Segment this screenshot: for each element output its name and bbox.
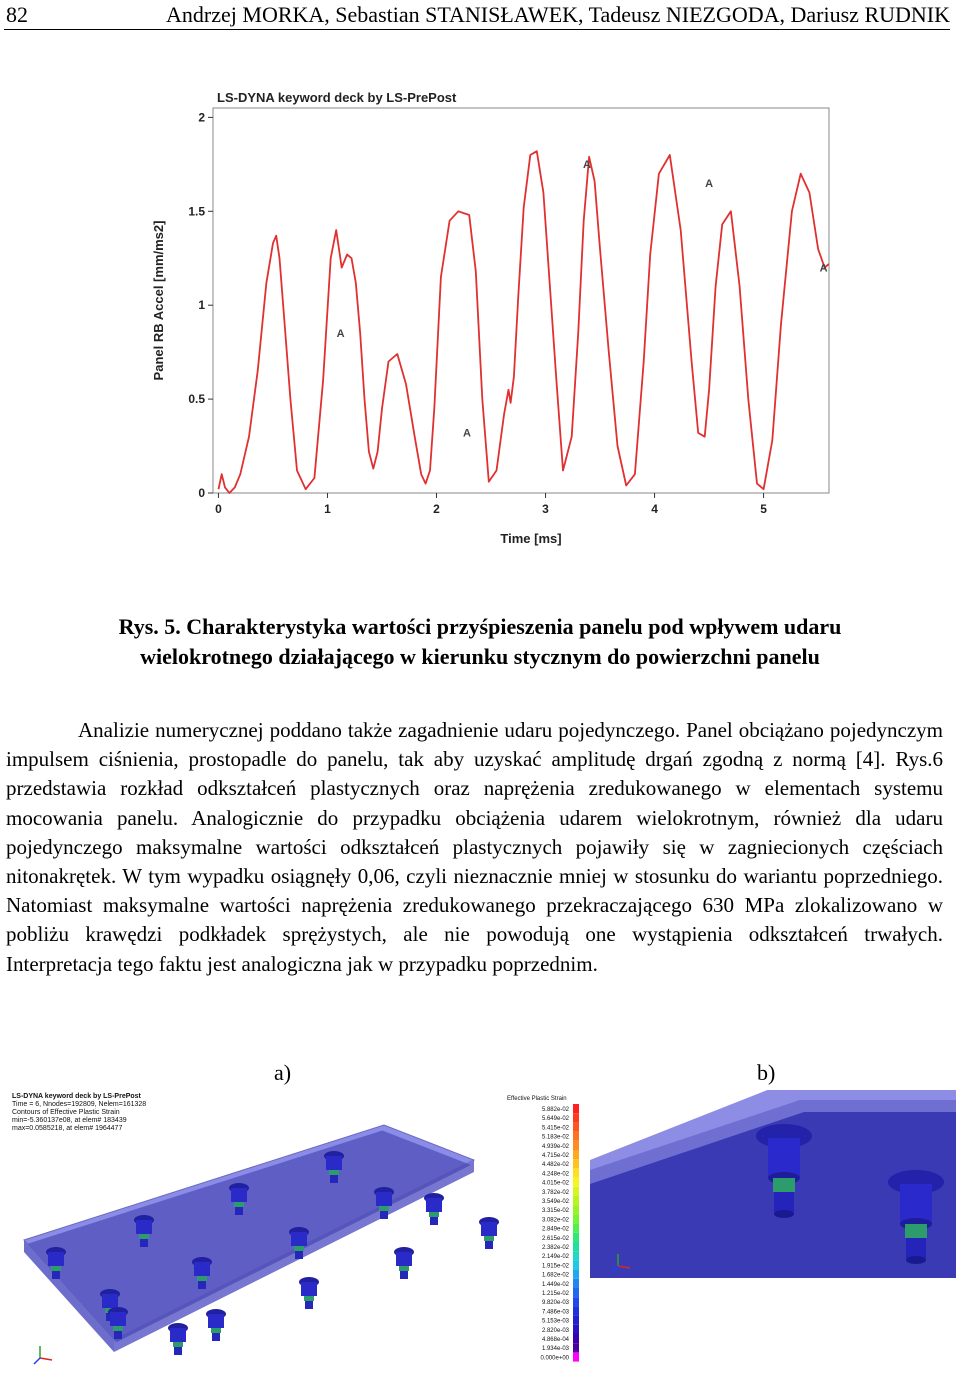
- y-tick-label: 0: [198, 486, 205, 500]
- y-tick-label: 1: [198, 298, 205, 313]
- series-line: [219, 151, 830, 493]
- legend-swatch: [573, 1159, 579, 1168]
- rivet-nut: [168, 1323, 188, 1355]
- page-number: 82: [6, 2, 28, 27]
- legend-value: 2.615e-02: [541, 1235, 569, 1242]
- body-paragraph: Analizie numerycznej poddano także zagadnienie udaru pojedynczego. Panel obciążano pojedynczym impulsem ciśnienia, prostopadle do panelu, tak aby uzyskać amplitudę drgań zgodną z normą [4]. Rys.6 przedstawia rozkład odkształceń plastycznych oraz naprężenia zredukowanego w elementach systemu mocowania panelu. Analogicznie do przypadku obciążenia udarem wielokrotnym, również dla udaru pojedynczego maksymalne wartości odkształceń plastycznych pojawiły się w zagniecionych częściach nitonakrętek. W tym wypadku osiągnęły 0,06, czyli nieznacznie mniej w stosunku do wariantu poprzedniego. Natomiast maksymalne wartości naprężenia zredukowanego przekraczającego 630 MPa zlokalizowano w pobliżu krawędzi podkładek sprężystych, ale nie powodują one wystąpienia odkształceń trwałych. Interpretacja tego faktu jest analogiczna jak w przypadku poprzednim.: [6, 718, 943, 976]
- legend-value: 3.549e-02: [541, 1199, 569, 1205]
- legend-swatch: [573, 1196, 579, 1205]
- legend-value: 1.934e-03: [541, 1346, 569, 1353]
- figure-5-caption: [0, 612, 960, 672]
- legend-swatch: [573, 1270, 579, 1279]
- legend-value: 2.382e-02: [541, 1245, 569, 1251]
- legend-swatch: [573, 1122, 579, 1131]
- legend-value: 5.882e-02: [541, 1107, 569, 1113]
- running-header: [4, 0, 950, 30]
- panel-a-title: LS-DYNA keyword deck by LS-PrePost: [12, 1093, 141, 1100]
- rivet-nut: [424, 1193, 444, 1225]
- plastic-strain-zoom-panel-b: [590, 1090, 956, 1278]
- legend-swatch: [573, 1214, 579, 1223]
- legend-swatch: [573, 1113, 579, 1122]
- legend-value: 1.449e-02: [541, 1281, 569, 1288]
- legend-value: 4.482e-02: [541, 1162, 569, 1169]
- legend-value: 7.486e-03: [541, 1309, 569, 1316]
- legend-value: 4.015e-02: [541, 1180, 569, 1187]
- legend-value: 3.315e-02: [541, 1208, 569, 1215]
- legend-value: 2.149e-02: [541, 1254, 569, 1261]
- subfigure-label-b: b): [757, 1060, 776, 1085]
- panel-a-info-3: min=-5.360137e08, at elem# 183439: [12, 1117, 127, 1124]
- legend-swatch: [573, 1141, 579, 1150]
- panel-a-info-4: max=0.0585218, at elem# 1964477: [12, 1125, 123, 1132]
- legend-value: 4.715e-02: [541, 1153, 569, 1159]
- x-tick-label: 3: [542, 502, 549, 516]
- chart-title: LS-DYNA keyword deck by LS-PrePost: [217, 90, 457, 105]
- legend-value: 5.153e-03: [541, 1318, 569, 1325]
- acceleration-line-chart: [145, 80, 845, 560]
- legend-swatch: [573, 1288, 579, 1297]
- legend-value: 4.868e-04: [541, 1337, 569, 1343]
- legend-value: 5.415e-02: [541, 1125, 569, 1132]
- legend-swatch: [573, 1316, 579, 1325]
- color-legend: [540, 1104, 579, 1362]
- legend-swatch: [573, 1150, 579, 1159]
- legend-value: 1.682e-02: [541, 1272, 569, 1279]
- legend-swatch: [573, 1104, 579, 1113]
- legend-swatch: [573, 1205, 579, 1214]
- axis-triad-a: [34, 1346, 52, 1364]
- x-tick-label: 2: [433, 502, 440, 516]
- caption-line-2: wielokrotnego działającego w kierunku stycznym do powierzchni panelu: [140, 644, 820, 669]
- legend-swatch: [573, 1297, 579, 1306]
- caption-line-1: Rys. 5. Charakterystyka wartości przyśpieszenia panelu pod wpływem udaru: [118, 614, 842, 639]
- legend-swatch: [573, 1251, 579, 1260]
- legend-swatch: [573, 1260, 579, 1269]
- legend-value: 5.183e-02: [541, 1134, 569, 1141]
- x-tick-label: 4: [651, 502, 658, 516]
- running-head-authors: Andrzej MORKA, Sebastian STANISŁAWEK, Tadeusz NIEZGODA, Dariusz RUDNIK: [166, 2, 950, 27]
- legend-swatch: [573, 1352, 579, 1361]
- legend-swatch: [573, 1178, 579, 1187]
- x-axis-label: Time [ms]: [500, 531, 562, 546]
- legend-swatch: [573, 1233, 579, 1242]
- series-marker-label: A: [582, 159, 591, 172]
- legend-value: 4.248e-02: [541, 1171, 569, 1178]
- legend-value: 3.782e-02: [541, 1189, 569, 1196]
- plastic-strain-contour-panel-a: [4, 1090, 580, 1370]
- legend-value: 1.915e-02: [541, 1263, 569, 1270]
- subfigure-label-a: a): [274, 1060, 292, 1085]
- legend-value: 1.215e-02: [541, 1291, 569, 1297]
- legend-swatch: [573, 1224, 579, 1233]
- series-marker-label: A: [463, 427, 472, 440]
- legend-swatch: [573, 1334, 579, 1343]
- legend-value: 9.820e-03: [541, 1300, 569, 1307]
- legend-value: 0.000e+00: [540, 1355, 569, 1362]
- chart-marks: [219, 151, 830, 493]
- series-marker-label: A: [336, 328, 345, 341]
- panel-a-info-2: Contours of Effective Plastic Strain: [12, 1109, 120, 1116]
- legend-value: 3.082e-02: [541, 1217, 569, 1224]
- y-tick-label: 0.5: [188, 392, 205, 407]
- x-tick-label: 0: [215, 502, 222, 516]
- legend-swatch: [573, 1325, 579, 1334]
- y-tick-label: 2: [198, 110, 205, 125]
- x-tick-label: 5: [760, 502, 767, 516]
- panel-plate-shade: [28, 1130, 471, 1342]
- legend-value: 2.849e-02: [541, 1226, 569, 1233]
- y-axis-label: Panel RB Accel [mm/ms2]: [151, 220, 166, 381]
- y-tick-label: 1.5: [188, 204, 205, 219]
- legend-swatch: [573, 1343, 579, 1352]
- rivet-nut: [206, 1309, 226, 1341]
- rivet-nut: [299, 1277, 319, 1309]
- legend-value: 5.649e-02: [541, 1116, 569, 1123]
- legend-swatch: [573, 1187, 579, 1196]
- legend-swatch: [573, 1132, 579, 1141]
- series-marker-label: A: [705, 177, 714, 190]
- panel-a-info-1: Time = 6, Nnodes=192809, Nelem=161328: [12, 1101, 147, 1108]
- legend-value: 2.820e-03: [541, 1327, 569, 1334]
- rivet-nut: [394, 1247, 414, 1279]
- rivet-nut: [479, 1217, 499, 1249]
- legend-swatch: [573, 1279, 579, 1288]
- body-text: [6, 716, 943, 979]
- x-tick-label: 1: [324, 502, 331, 516]
- legend-swatch: [573, 1306, 579, 1315]
- legend-title: Effective Plastic Strain: [507, 1096, 567, 1102]
- legend-swatch: [573, 1168, 579, 1177]
- legend-value: 4.939e-02: [541, 1143, 569, 1150]
- series-marker-label: A: [819, 262, 828, 275]
- plot-frame: [213, 108, 829, 493]
- legend-swatch: [573, 1242, 579, 1251]
